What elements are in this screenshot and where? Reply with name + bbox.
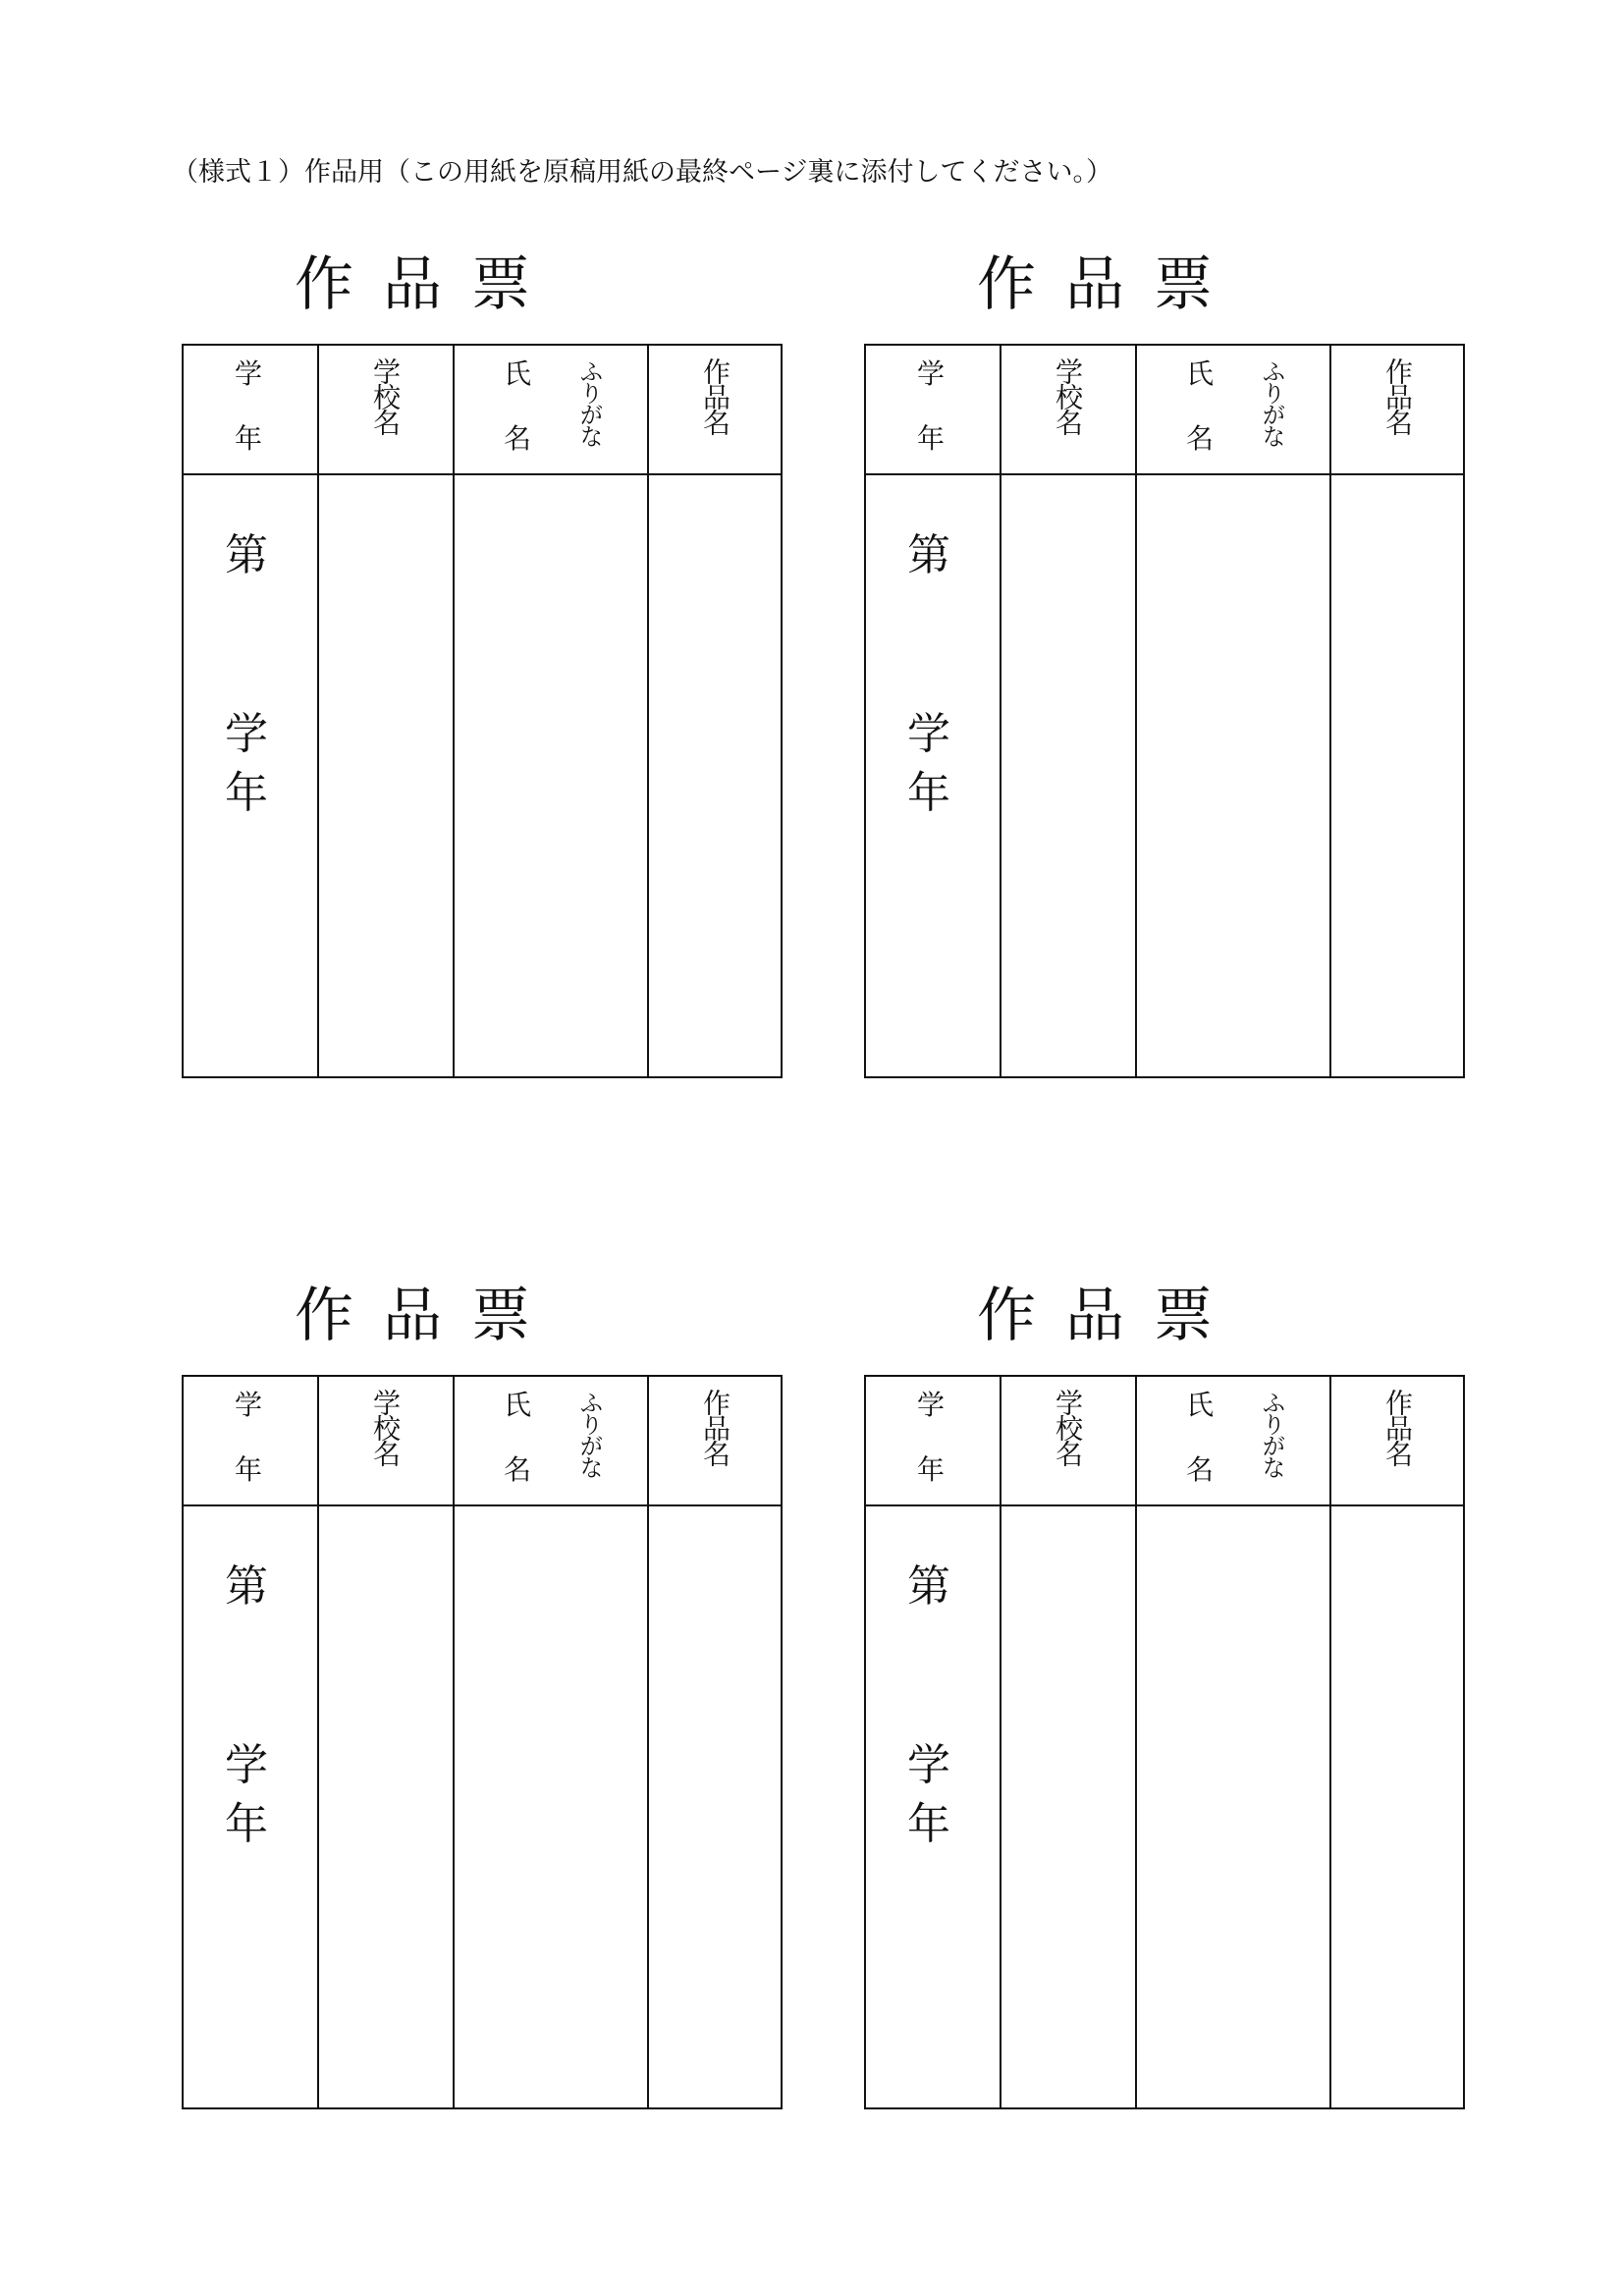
- work-title-field[interactable]: [1331, 475, 1463, 1076]
- ticket-title: 作品票: [977, 1282, 1242, 1350]
- student-name-field[interactable]: [1137, 475, 1327, 1076]
- work-title-header: 作品名: [1381, 357, 1414, 434]
- furigana-header: ふりがな: [1258, 359, 1285, 446]
- furigana-header: ふりがな: [575, 359, 603, 446]
- grade-field[interactable]: [184, 475, 315, 1076]
- name-header-bottom: 名: [504, 422, 532, 455]
- name-header-top: 氏: [1186, 357, 1215, 390]
- grade-suffix-nen: 年: [225, 768, 268, 818]
- student-name-field[interactable]: [1137, 1506, 1327, 2107]
- ticket-table: [182, 1375, 783, 2109]
- school-name-field[interactable]: [1001, 475, 1133, 1076]
- ticket-title: 作品票: [295, 250, 560, 319]
- grade-header-top: 学: [917, 357, 946, 390]
- grade-field[interactable]: [866, 1506, 998, 2107]
- ticket-title: 作品票: [977, 250, 1242, 319]
- name-header-top: 氏: [1186, 1389, 1215, 1421]
- name-header-bottom: 名: [1186, 422, 1215, 455]
- name-header-bottom: 名: [504, 1453, 532, 1486]
- work-title-field[interactable]: [1331, 1506, 1463, 2107]
- grade-field[interactable]: [184, 1506, 315, 2107]
- form-note: （様式１）作品用（この用紙を原稿用紙の最終ページ裏に添付してください。）: [172, 157, 1112, 188]
- school-header: 学校名: [369, 1389, 402, 1465]
- grade-header-bottom: 年: [917, 1453, 946, 1486]
- student-name-field[interactable]: [455, 1506, 645, 2107]
- ticket-table: [864, 344, 1465, 1078]
- name-header-top: 氏: [504, 1389, 532, 1421]
- school-header: 学校名: [369, 357, 402, 434]
- school-header: 学校名: [1052, 1389, 1084, 1465]
- school-name-field[interactable]: [319, 1506, 451, 2107]
- name-header-top: 氏: [504, 357, 532, 390]
- work-title-field[interactable]: [649, 475, 781, 1076]
- grade-suffix-gaku: 学: [907, 1740, 950, 1790]
- grade-suffix-gaku: 学: [225, 1740, 268, 1790]
- grade-suffix-nen: 年: [907, 1799, 950, 1849]
- student-name-field[interactable]: [455, 475, 645, 1076]
- grade-header-bottom: 年: [917, 422, 946, 455]
- grade-header-top: 学: [235, 1389, 263, 1421]
- grade-prefix: 第: [225, 530, 268, 580]
- ticket-table: [182, 344, 783, 1078]
- grade-field[interactable]: [866, 475, 998, 1076]
- grade-prefix: 第: [907, 1561, 950, 1612]
- work-title-field[interactable]: [649, 1506, 781, 2107]
- school-header: 学校名: [1052, 357, 1084, 434]
- school-name-field[interactable]: [1001, 1506, 1133, 2107]
- grade-header-top: 学: [235, 357, 263, 390]
- work-title-header: 作品名: [699, 357, 731, 434]
- grade-prefix: 第: [225, 1561, 268, 1612]
- name-header-bottom: 名: [1186, 1453, 1215, 1486]
- grade-header-bottom: 年: [235, 422, 263, 455]
- grade-suffix-nen: 年: [225, 1799, 268, 1849]
- furigana-header: ふりがな: [1258, 1391, 1285, 1477]
- ticket-table: [864, 1375, 1465, 2109]
- grade-suffix-nen: 年: [907, 768, 950, 818]
- school-name-field[interactable]: [319, 475, 451, 1076]
- ticket-title: 作品票: [295, 1282, 560, 1350]
- furigana-header: ふりがな: [575, 1391, 603, 1477]
- work-title-header: 作品名: [1381, 1389, 1414, 1465]
- work-title-header: 作品名: [699, 1389, 731, 1465]
- grade-suffix-gaku: 学: [907, 709, 950, 759]
- grade-prefix: 第: [907, 530, 950, 580]
- grade-suffix-gaku: 学: [225, 709, 268, 759]
- grade-header-top: 学: [917, 1389, 946, 1421]
- grade-header-bottom: 年: [235, 1453, 263, 1486]
